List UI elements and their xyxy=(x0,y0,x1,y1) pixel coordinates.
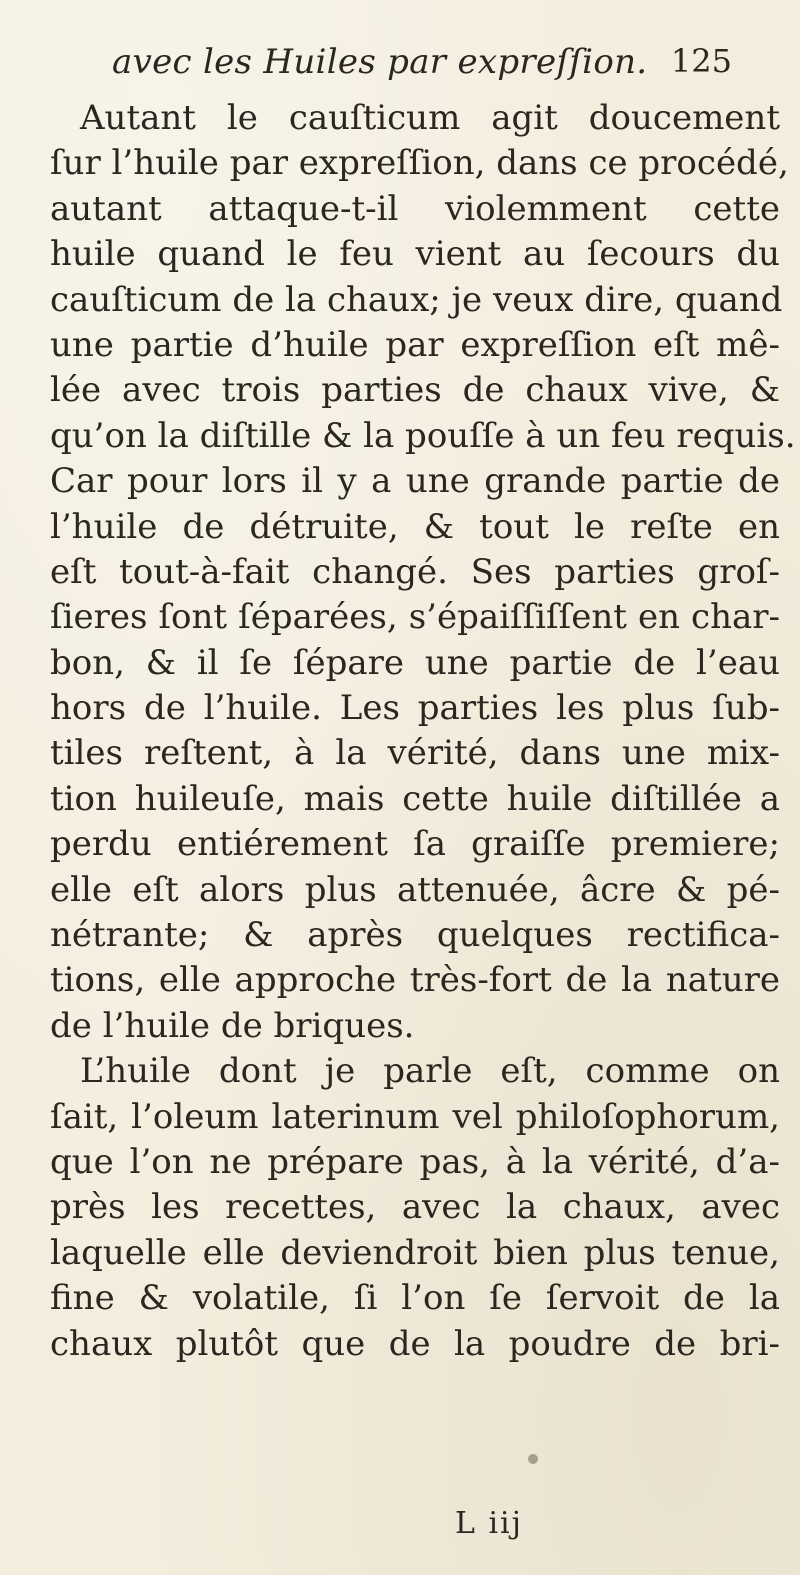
text-line: L’huile dont je parle eſt, comme on xyxy=(80,1051,780,1092)
text-line: tion huileuſe, mais cette huile diſtillée a xyxy=(50,778,780,819)
text-line: huile quand le feu vient au ſecours du xyxy=(50,234,780,275)
text-line: chaux plutôt que de la poudre de bri- xyxy=(50,1323,780,1364)
text-line: l’huile de détruite, & tout le reſte en xyxy=(50,506,780,547)
text-line: hors de l’huile. Les parties les plus ſub- xyxy=(50,688,780,729)
running-head: avec les Huiles par expreſſion. xyxy=(112,42,648,82)
text-line: fine & volatile, ſi l’on ſe ſervoit de la xyxy=(50,1278,780,1319)
text-line: ſait, l’oleum laterinum vel philoſophorum, xyxy=(50,1096,780,1137)
text-line: elle eſt alors plus attenuée, âcre & pé- xyxy=(50,869,780,910)
text-line: laquelle elle deviendroit bien plus tenue, xyxy=(50,1232,780,1273)
signature-mark: L iij xyxy=(455,1506,523,1541)
text-line: que l’on ne prépare pas, à la vérité, d’a- xyxy=(50,1141,780,1182)
text-line: qu’on la diſtille & la pouſſe à un feu requis. xyxy=(50,415,796,456)
text-line: Autant le cauſticum agit doucement xyxy=(80,98,780,138)
text-line: bon, & il ſe ſépare une partie de l’eau xyxy=(50,642,780,683)
text-line: nétrante; & après quelques rectifica- xyxy=(50,915,780,956)
text-line: une partie d’huile par expreſſion eſt mê- xyxy=(50,324,780,365)
text-line: tions, elle approche très-fort de la nature xyxy=(50,960,780,1001)
text-line: de l’huile de briques. xyxy=(50,1005,415,1046)
text-line: eſt tout-à-fait changé. Ses parties groſ- xyxy=(50,551,780,592)
text-line: autant attaque-t-il violemment cette xyxy=(50,188,780,229)
text-line: près les recettes, avec la chaux, avec xyxy=(50,1187,780,1228)
text-line: Car pour lors il y a une grande partie de xyxy=(50,461,780,502)
text-line: ſur l’huile par expreſſion, dans ce procédé, xyxy=(50,143,789,184)
body-text xyxy=(50,96,796,1367)
page-number: 125 xyxy=(670,42,732,80)
text-line: perdu entiérement ſa graiſſe premiere; xyxy=(50,824,780,865)
text-line: cauſticum de la chaux; je veux dire, quand xyxy=(50,279,783,320)
text-line: lée avec trois parties de chaux vive, & xyxy=(50,370,780,411)
text-line: tiles reſtent, à la vérité, dans une mix- xyxy=(50,733,780,774)
page-header xyxy=(112,42,732,98)
ink-speck xyxy=(528,1454,538,1464)
text-line: ſieres ſont ſéparées, s’épaiſſiſſent en char- xyxy=(50,597,780,638)
